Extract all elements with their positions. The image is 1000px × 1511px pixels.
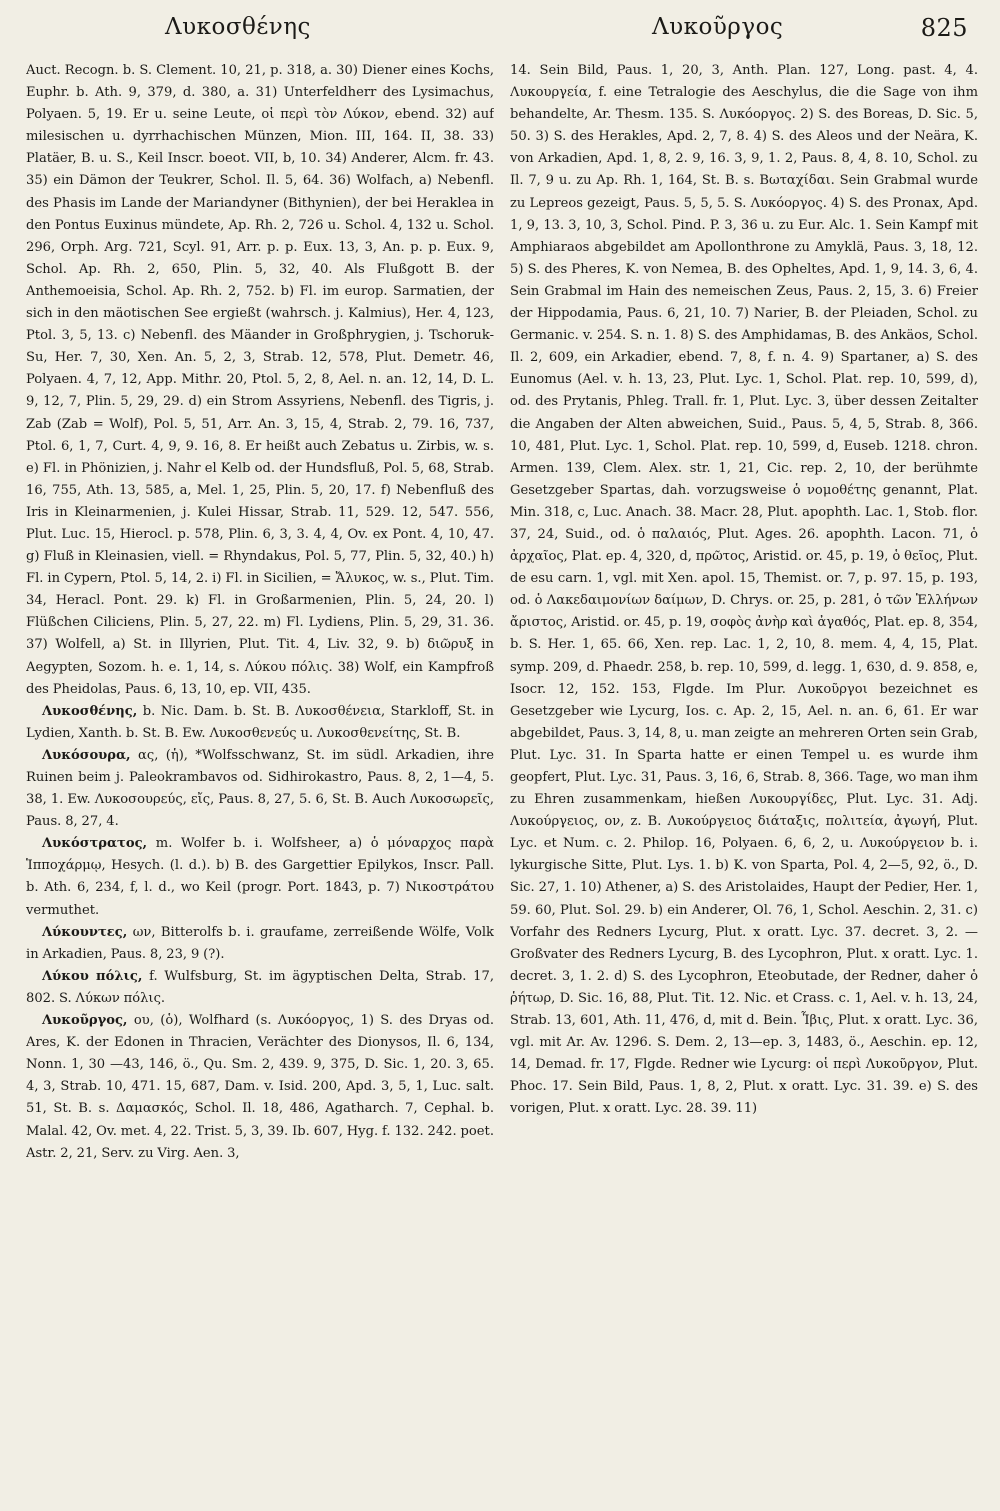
- entry-lemma: Λυκόσουρα,: [42, 747, 131, 763]
- entry-text: 14. Sein Bild, Paus. 1, 20, 3, Anth. Plan. 127, Long. past. 4, 4. Λυκουργεία, f. eine Tetralogie des Aeschylus, die die Sage von ihm behandelte, Ar. Thesm. 135. S. Λυκόοργος. 2) S. des Boreas, D. Sic. 5, 50. 3) S. des Herakles, Apd. 2, 7, 8. 4) S. des Aleos und der Neära, K. von Arkadien, Apd. 1, 8, 2. 9, 16. 3, 9, 1. 2, Paus. 8, 4, 8. 10, Schol. zu Il. 7, 9 u. zu Ap. Rh. 1, 164, St. B. s. Βωταχίδαι. Sein Grabmal wurde zu Lepreos gezeigt, Paus. 5, 5, 5. S. Λυκόοργος. 4) S. des Pronax, Apd. 1, 9, 13. 3, 10, 3, Schol. Pind. P. 3, 36 u. zu Eur. Alc. 1. Sein Kampf mit Amphiaraos abgebildet am Apollonthrone zu Amyklä, Paus. 3, 18, 12. 5) S. des Pheres, K. von Nemea, B. des Opheltes, Apd. 1, 9, 14. 3, 6, 4. Sein Grabmal im Hain des nemeischen Zeus, Paus. 2, 15, 3. 6) Freier der Hippodamia, Paus. 6, 21, 10. 7) Narier, B. der Pleiaden, Schol. zu Germanic. v. 254. S. n. 1. 8) S. des Amphidamas, B. des Ankäos, Schol. Il. 2, 609, ein Arkadier, ebend. 7, 8, f. n. 4. 9) Spartaner, a) S. des Eunomus (Ael. v. h. 13, 23, Plut. Lyc. 1, Schol. Plat. rep. 10, 599, d), od. des Prytanis, Phleg. Trall. fr. 1, Plut. Lyc. 3, über dessen Zeitalter die Angaben der Alten abweichen, Suid., Paus. 5, 4, 5, Strab. 8, 366. 10, 481, Plut. Lyc. 1, Schol. Plat. rep. 10, 599, d, Euseb. 1218. chron. Armen. 139, Clem. Alex. str. 1, 21, Cic. rep. 2, 10, der berühmte Gesetzgeber Spartas, dah. vorzugsweise ὁ νομοθέτης genannt, Plat. Min. 318, c, Luc. Anach. 38. Macr. 28, Plut. apophth. Lac. 1, Stob. flor. 37, 24, Suid., od. ὁ παλαιός, Plut. Ages. 26. apophth. Lacon. 71, ὁ ἀρχαῖος, Plat. ep. 4, 320, d, πρῶτος, Aristid. or. 45, p. 19, ὁ θεῖος, Plut. de esu carn. 1, vgl. mit Xen. apol. 15, Themist. or. 7, p. 97. 15, p. 193, od. ὁ Λακεδαιμονίων δαίμων, D. Chrys. or. 25, p. 281, ὁ τῶν Ἑλλήνων ἄριστος, Aristid. or. 45, p. 19, σοφὸς ἀνὴρ καὶ ἀγαθός, Plat. ep. 8, 354, b. S. Her. 1, 65. 66, Xen. rep. Lac. 1, 2, 10, 8. mem. 4, 4, 15, Plat. symp. 209, d. Phaedr. 258, b. rep. 10, 599, d. legg. 1, 630, d. 9. 858, e, Isocr. 12, 152. 153, Flgde. Im Plur. Λυκοῦργοι bezeichnet es Gesetzgeber wie Lycurg, Ios. c. Ap. 2, 15, Ael. n. an. 6, 61. Er war abgebildet, Paus. 3, 14, 8, u. man zeigte an mehreren Orten sein Grab, Plut. Lyc. 31. In Sparta hatte er einen Tempel u. es wurde ihm geopfert, Plut. Lyc. 31, Paus. 3, 16, 6, Strab. 8, 366. Tage, wo man ihm zu Ehren zusammenkam, hießen Λυκουργίδες, Plut. Lyc. 31. Adj. Λυκούργειος, ον, z. B. Λυκούργειος διάταξις, πολιτεία, ἀγωγή, Plut. Lyc. et Num. c. 2. Philop. 16, Polyaen. 6, 6, 2, u. Λυκούργειον b. i. lykurgische Sitte, Plut. Lys. 1. b) K. von Sparta, Pol. 4, 2—5, 92, ö., D. Sic. 27, 1. 10) Athener, a) S. des Aristolaides, Haupt der Pedier, Her. 1, 59. 60, Plut. Sol. 29. b) ein Anderer, Ol. 76, 1, Schol. Aeschin. 2, 31. c) Vorfahr des Redners Lycurg, Plut. x oratt. Lyc. 37. decret. 3, 2. — Großvater des Redners Lycurg, B. des Lycophron, Plut. x oratt. Lyc. 1. decret. 3, 1. 2. d) S. des Lycophron, Eteobutade, der Redner, daher ὁ ῥήτωρ, D. Sic. 16, 88, Plut. Tit. 12. Nic. et Crass. c. 1, Ael. v. h. 13, 24, Strab. 13, 601, Ath. 11, 476, d, mit d. Bein. Ἶβις, Plut. x oratt. Lyc. 36, vgl. mit Ar. Av. 1296. S. Dem. 2, 13—ep. 3, 1483, ö., Aeschin. ep. 12, 14, Demad. fr. 17, Flgde. Redner wie Lycurg: οἱ περὶ Λυκοῦργον, Plut. Phoc. 17. Sein Bild, Paus. 1, 8, 2, Plut. x oratt. Lyc. 31. 39. e) S. des vorigen, Plut. x oratt. Lyc. 28. 39. 11): [510, 63, 978, 1117]
- right-headword: Λυκοῦργος: [652, 14, 784, 40]
- page-number: 825: [920, 14, 968, 42]
- entry-text: Auct. Recogn. b. S. Clement. 10, 21, p. 318, a. 30) Diener eines Kochs, Euphr. b. Ath. 9, 379, d. 380, a. 31) Unterfeldherr des Lysimachus, Polyaen. 5, 19. Er u. seine Leute, οἱ περὶ τὸν Λύκον, ebend. 32) auf milesischen u. dyrrhachischen Münzen, Mion. III, 164. II, 38. 33) Platäer, B. u. S., Keil Inscr. boeot. VII, b, 10. 34) Anderer, Alcm. fr. 43. 35) ein Dämon der Teukrer, Schol. Il. 5, 64. 36) Wolfach, a) Nebenfl. des Phasis im Lande der Mariandyner (Bithynien), der bei Heraklea in den Pontus Euxinus mündete, Ap. Rh. 2, 726 u. Schol. 4, 132 u. Schol. 296, Orph. Arg. 721, Scyl. 91, Arr. p. p. Eux. 13, 3, An. p. p. Eux. 9, Schol. Ap. Rh. 2, 650, Plin. 5, 32, 40. Als Flußgott B. der Anthemoeisia, Schol. Ap. Rh. 2, 752. b) Fl. im europ. Sarmatien, der sich in den mäotischen See ergießt (wahrsch. j. Kalmius), Her. 4, 123, Ptol. 3, 5, 13. c) Nebenfl. des Mäander in Großphrygien, j. Tschoruk-Su, Her. 7, 30, Xen. An. 5, 2, 3, Strab. 12, 578, Plut. Demetr. 46, Polyaen. 4, 7, 12, App. Mithr. 20, Ptol. 5, 2, 8, Ael. n. an. 12, 14, D. L. 9, 12, 7, Plin. 5, 29, 29. d) ein Strom Assyriens, Nebenfl. des Tigris, j. Zab (Zab = Wolf), Pol. 5, 51, Arr. An. 3, 15, 4, Strab. 2, 79. 16, 737, Ptol. 6, 1, 7, Curt. 4, 9, 9. 16, 8. Er heißt auch Zebatus u. Zirbis, w. s. e) Fl. in Phönizien, j. Nahr el Kelb od. der Hundsfluß, Pol. 5, 68, Strab. 16, 755, Ath. 13, 585, a, Mel. 1, 25, Plin. 5, 20, 17. f) Nebenfluß des Iris in Kleinarmenien, j. Kulei Hissar, Strab. 11, 529. 12, 547. 556, Plut. Luc. 15, Hierocl. p. 578, Plin. 6, 3, 3. 4, 4, Ov. ex Pont. 4, 10, 47. g) Fluß in Kleinasien, viell. = Rhyndakus, Pol. 5, 77, Plin. 5, 32, 40.) h) Fl. in Cypern, Ptol. 5, 14, 2. i) Fl. in Sicilien, = Ἄλυκος, w. s., Plut. Tim. 34, Heracl. Pont. 29. k) Fl. in Großarmenien, Plin. 5, 24, 20. l) Flüßchen Ciliciens, Plin. 5, 27, 22. m) Fl. Lydiens, Plin. 5, 29, 31. 36. 37) Wolfell, a) St. in Illyrien, Plut. Tit. 4, Liv. 32, 9. b) διῶρυξ in Aegypten, Sozom. h. e. 1, 14, s. Λύκου πόλις. 38) Wolf, ein Kampfroß des Pheidolas, Paus. 6, 13, 10, ep. VII, 435.: [26, 63, 494, 697]
- dictionary-entry: [26, 1010, 494, 1165]
- entry-lemma: Λύκουντες,: [42, 924, 128, 940]
- entry-text: b. Nic. Dam. b. St. B. Λυκοσθένεια, Starkloff, St. in Lydien, Xanth. b. St. B. Ew. Λυκοσθενεύς u. Λυκοσθενείτης, St. B.: [26, 703, 494, 741]
- dictionary-entry: [26, 922, 494, 966]
- dictionary-entry: [26, 966, 494, 1010]
- entry-text: f. Wulfsburg, St. im ägyptischen Delta, Strab. 17, 802. S. Λύκων πόλις.: [26, 968, 494, 1006]
- right-column: [510, 60, 978, 1503]
- entry-continuation: [510, 60, 978, 1121]
- entry-lemma: Λυκόστρατος,: [42, 836, 148, 852]
- dictionary-entry: [26, 701, 494, 745]
- left-headword: Λυκοσθένης: [165, 14, 311, 40]
- entry-continuation: [26, 60, 494, 701]
- entry-text: m. Wolfer b. i. Wolfsheer, a) ὁ μόναρχος παρὰ Ἱπποχάρμῳ, Hesych. (l. d.). b) B. des Gargettier Epilykos, Inscr. Pall. b. Ath. 6, 234, f, l. d., wo Keil (progr. Port. 1843, p. 7) Νικοστράτου vermuthet.: [26, 836, 494, 918]
- entry-text: ου, (ὁ), Wolfhard (s. Λυκόοργος, 1) S. des Dryas od. Ares, K. der Edonen in Thracien, Verächter des Dionysos, Il. 6, 134, Nonn. 1, 30 —43, 146, ö., Qu. Sm. 2, 439. 9, 375, D. Sic. 1, 20. 3, 65. 4, 3, Strab. 10, 471. 15, 687, Dam. v. Isid. 200, Apd. 3, 5, 1, Luc. salt. 51, St. B. s. Δαμασκός, Schol. Il. 18, 486, Agatharch. 7, Cephal. b. Malal. 42, Ov. met. 4, 22. Trist. 5, 3, 39. Ib. 607, Hyg. f. 132. 242. poet. Astr. 2, 21, Serv. zu Virg. Aen. 3,: [26, 1013, 494, 1161]
- text-columns: [26, 60, 978, 1503]
- dictionary-entry: [26, 833, 494, 921]
- entry-text: ων, Bitterolfs b. i. graufame, zerreißende Wölfe, Volk in Arkadien, Paus. 8, 23, 9 (?).: [26, 924, 494, 962]
- left-column: [26, 60, 494, 1503]
- entry-text: ας, (ἡ), *Wolfsschwanz, St. im südl. Arkadien, ihre Ruinen beim j. Paleokrambavos od. Sidhirokastro, Paus. 8, 2, 1—4, 5. 38, 1. Ew. Λυκοσουρεύς, εἴς, Paus. 8, 27, 5. 6, St. B. Auch Λυκοσωρεῖς, Paus. 8, 27, 4.: [26, 747, 494, 830]
- entry-lemma: Λυκοσθένης,: [42, 703, 138, 719]
- entry-lemma: Λύκου πόλις,: [42, 968, 143, 984]
- dictionary-entry: [26, 745, 494, 833]
- entry-lemma: Λυκοῦργος,: [42, 1013, 128, 1029]
- running-header: [40, 14, 970, 48]
